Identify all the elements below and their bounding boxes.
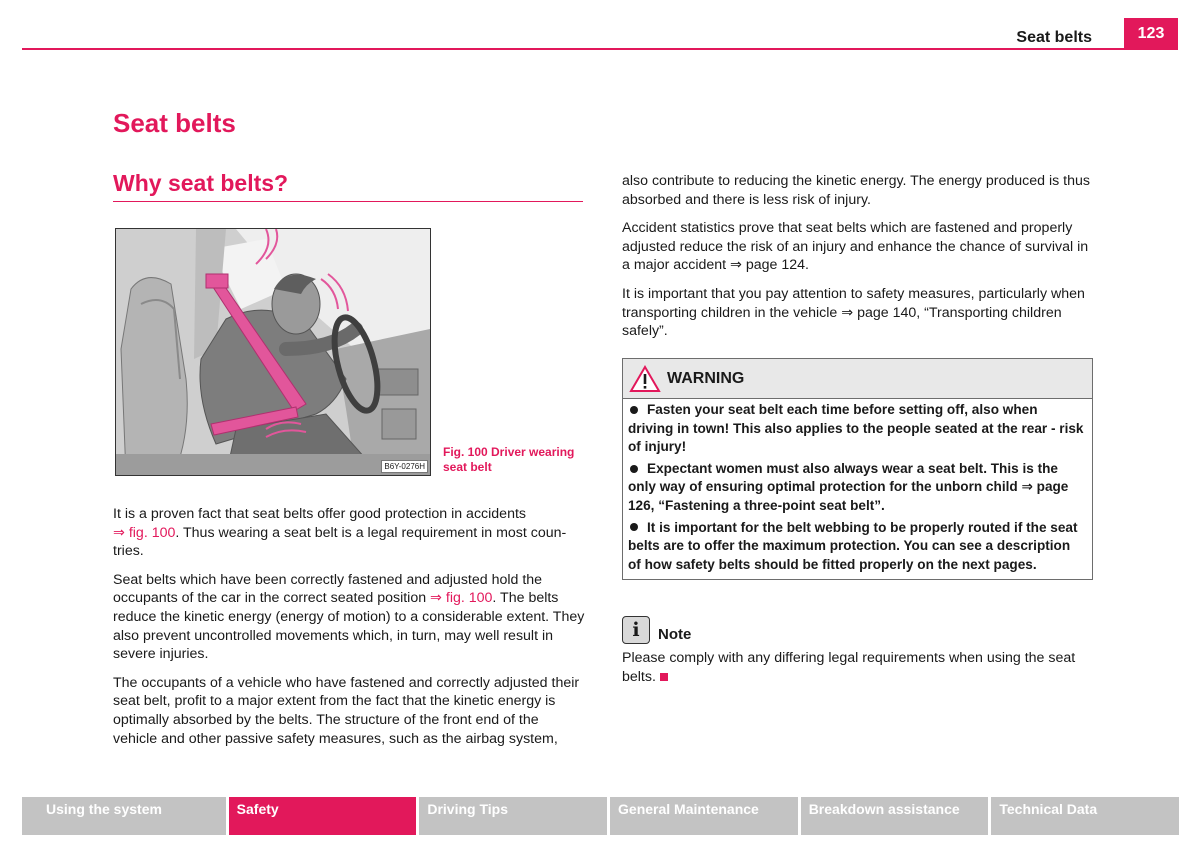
warning-item: It is important for the belt webbing to be properly routed if the seat belts are to offer the maximum protection. You can see a description of how safety belts should be fitted properly on the next pages. xyxy=(628,519,1078,572)
note-text: Please comply with any differing legal requirements when using the seat belts. xyxy=(622,650,1076,685)
warning-item: Expectant women must also always wear a seat belt. This is the only way of ensuring optimal protection for the unborn child ⇒ page 126, “Fastening a three-point seat belt”. xyxy=(628,460,1069,513)
end-mark-icon xyxy=(660,673,668,681)
note-box xyxy=(622,614,1094,686)
paragraph: The occupants of a vehicle who have fastened and correctly adjusted their seat belt, profit to a major extent from the fact that the kinetic energy is optimally absorbed by the belts. The structure of the front end of the vehicle and other passive safety measures, such as the airbag system, xyxy=(113,674,580,747)
subsection-title: Why seat belts? xyxy=(113,170,289,196)
paragraph: Seat belts which have been correctly fastened and adjusted hold the occupants of the car in the correct seated position ⇒ fig. 100. The belts reduce the kinetic energy (energy of motion) to a considerable extent. They also prevent uncontrolled movements which, in turn, may well result in severe injuries. xyxy=(113,571,585,663)
right-column xyxy=(622,172,1094,351)
header-rule xyxy=(22,48,1178,50)
figure-driver-seatbelt xyxy=(115,228,431,476)
paragraph: also contribute to reducing the kinetic energy. The energy produced is thus absorbed and there is less risk of injury. xyxy=(622,173,1090,208)
figure-code: B6Y-0276H xyxy=(381,460,428,473)
paragraph: It is a proven fact that seat belts offer good protection in accidents ⇒ fig. 100. Thus wearing a seat belt is a legal requirement in most coun-tries. xyxy=(113,506,567,560)
bullet-icon xyxy=(630,523,638,531)
warning-item: Fasten your seat belt each time before setting off, also when driving in town! This also applies to the people seated at the rear - risk of injury! xyxy=(628,402,1084,455)
paragraph: Accident statistics prove that seat belts which are fastened and properly adjusted reduce the risk of an injury and enhance the chance of survival in a major accident ⇒ page 124. xyxy=(622,220,1089,274)
paragraph: It is important that you pay attention to safety measures, particularly when transporting children in the vehicle ⇒ page 140, “Transporting children safely”. xyxy=(622,285,1085,340)
running-header: Seat belts xyxy=(1016,29,1092,46)
section-title: Seat belts xyxy=(113,108,236,138)
figure-caption: Fig. 100 Driver wearing seat belt xyxy=(443,445,575,474)
warning-body xyxy=(623,399,1092,579)
info-icon: i xyxy=(622,616,650,644)
tab-technical-data[interactable]: Technical Data xyxy=(991,797,1179,835)
tab-safety[interactable]: Safety xyxy=(229,797,417,835)
tab-driving-tips[interactable]: Driving Tips xyxy=(419,797,607,835)
bullet-icon xyxy=(630,406,638,414)
figure-link[interactable]: ⇒ fig. 100 xyxy=(113,524,176,541)
warning-box xyxy=(622,358,1093,580)
subsection-rule xyxy=(113,201,583,202)
page-number: 123 xyxy=(1124,18,1178,50)
figure-link[interactable]: ⇒ fig. 100 xyxy=(430,590,493,607)
note-label: Note xyxy=(658,626,692,643)
warning-triangle-icon xyxy=(629,365,661,393)
tab-general-maintenance[interactable]: General Maintenance xyxy=(610,797,798,835)
left-column xyxy=(113,505,585,758)
tab-using-the-system[interactable]: Using the system xyxy=(22,797,226,835)
warning-header xyxy=(623,359,1092,399)
tab-breakdown-assistance[interactable]: Breakdown assistance xyxy=(801,797,989,835)
warning-label: WARNING xyxy=(667,369,745,387)
bullet-icon xyxy=(630,465,638,473)
driver-illustration xyxy=(116,229,430,475)
footer-nav xyxy=(22,797,1179,835)
